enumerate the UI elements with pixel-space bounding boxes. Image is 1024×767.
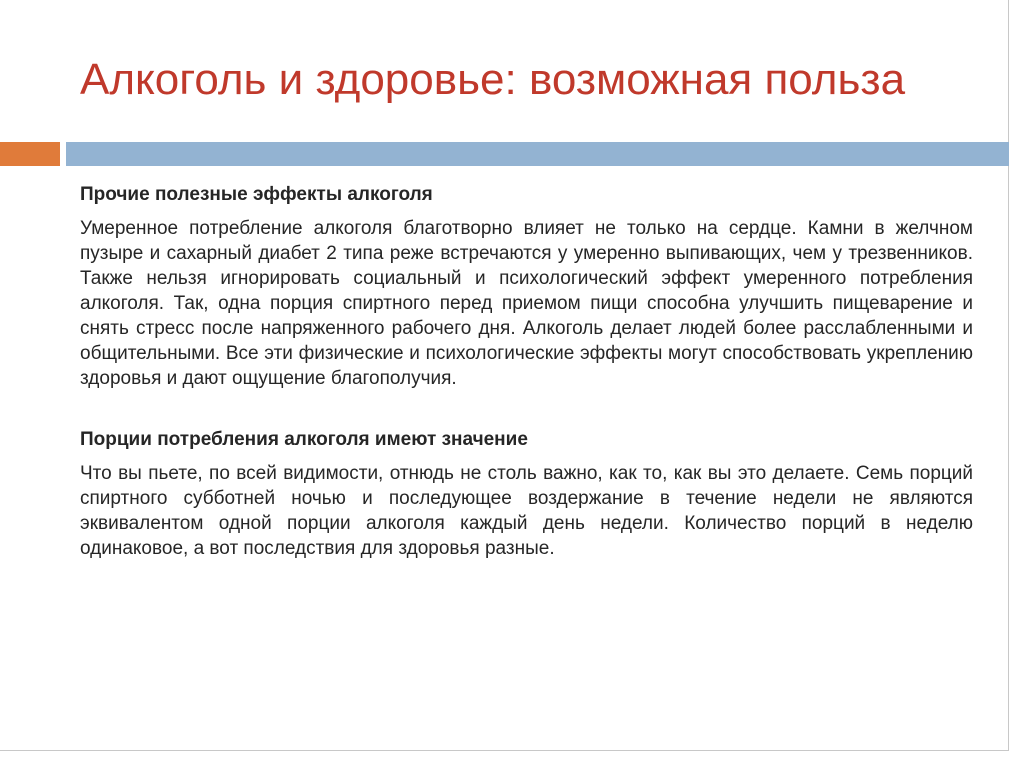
section-heading: Порции потребления алкоголя имеют значение — [80, 429, 528, 450]
section-paragraph: Умеренное потребление алкоголя благотворно влияет не только на сердце. Камни в желчном пузыре и сахарный диабет 2 типа реже встречаются у умеренно выпивающих, чем у трезвенников. Также нельзя игнорировать социальный и психологический эффект умеренного потребления алкоголя. Так, одна порция спиртного перед приемом пищи способна улучшить пищеварение и снять стресс после напряженного рабочего дня. Алкоголь делает людей более расслабленными и общительными. Все эти физические и психологические эффекты могут способствовать укреплению здоровья и дают ощущение благополучия. — [80, 218, 973, 389]
section-heading: Прочие полезные эффекты алкоголя — [80, 184, 433, 205]
title-rule-orange — [0, 142, 60, 166]
section-spacer — [80, 391, 973, 427]
section-portions — [80, 427, 973, 561]
title-rule-blue — [66, 142, 1009, 166]
section-paragraph: Что вы пьете, по всей видимости, отнюдь не столь важно, как то, как вы это делаете. Семь порций спиртного субботней ночью и последующее воздержание в течение недели не являются эквивалентом одной порции алкоголя каждый день недели. Количество порций в неделю одинаковое, а вот последствия для здоровья разные. — [80, 463, 973, 559]
slide-content — [80, 182, 973, 561]
slide-title: Алкоголь и здоровье: возможная польза — [80, 55, 906, 104]
section-other-effects — [80, 182, 973, 391]
